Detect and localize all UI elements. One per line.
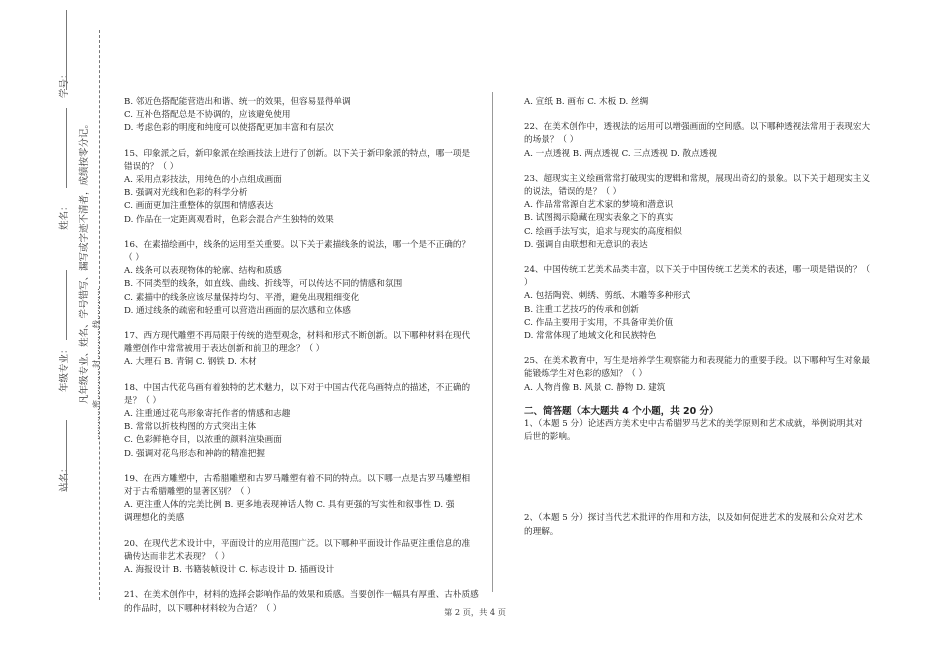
school-line <box>66 420 67 490</box>
question-17: 17、西方现代雕塑不再局限于传统的造型观念，材料和形式不断创新。以下哪种材料在现代 <box>124 331 471 342</box>
question-25-cont: 能锻炼学生对色彩的感知？（ ） <box>524 369 648 380</box>
short-question-1: 1、（本题 5 分）论述西方美术史中古希腊罗马艺术的美学原则和艺术成就，举例说明其对 <box>524 419 863 430</box>
option-24-d: D. 常常体现了地域文化和民族特色 <box>524 331 657 342</box>
options-19-cont: 调理想化的美感 <box>124 513 185 524</box>
question-21-cont: 的作品时，以下哪种材料较为合适？（ ） <box>124 603 282 614</box>
option-18-a: A. 注重通过花鸟形象寄托作者的情感和志趣 <box>124 409 291 420</box>
question-16: 16、在素描绘画中，线条的运用至关重要。以下关于素描线条的说法，哪一个是不正确的？ <box>124 239 471 250</box>
options-21: A. 宣纸 B. 画布 C. 木板 D. 丝绸 <box>524 97 649 107</box>
option-18-b: B. 常常以折枝构图的方式突出主体 <box>124 422 257 433</box>
question-15-cont: 错误的？（ ） <box>124 161 179 172</box>
option-16-d: D. 通过线条的疏密和轻重可以营造出画面的层次感和立体感 <box>124 305 351 316</box>
question-18: 18、中国古代花鸟画有着独特的艺术魅力，以下对于中国古代花鸟画特点的描述，不正确的 <box>124 382 471 393</box>
short-question-2-cont: 的理解。 <box>524 526 559 537</box>
question-24-cont: ） <box>524 278 533 289</box>
option-18-c: C. 色彩鲜艳夺目，以浓重的颜料渲染画面 <box>124 435 282 446</box>
option-16-c: C. 素描中的线条应该尽量保持均匀、平滑，避免出现粗细变化 <box>124 292 360 303</box>
left-column <box>124 96 480 616</box>
options-25: A. 人物肖像 B. 风景 C. 静物 D. 建筑 <box>524 382 666 393</box>
grade-major-line <box>66 270 67 340</box>
name-line <box>66 108 67 188</box>
options-19: A. 更注重人体的完美比例 B. 更多地表现神话人物 C. 具有更强的写实性和叙事性 D. 强 <box>124 500 455 511</box>
right-column <box>524 96 894 539</box>
short-question-1-cont: 后世的影响。 <box>524 432 576 443</box>
question-20: 20、在现代艺术设计中，平面设计的应用范围广泛。以下哪种平面设计作品更注重信息的准 <box>124 538 471 549</box>
option-23-b: B. 试图揭示隐藏在现实表象之下的真实 <box>524 213 674 224</box>
option-23-c: C. 绘画手法写实，追求与现实的高度相似 <box>524 226 682 237</box>
question-22-cont: 的场景？（ ） <box>524 135 579 146</box>
option-14-d: D. 考虑色彩的明度和纯度可以使搭配更加丰富和有层次 <box>124 123 334 134</box>
question-21: 21、在美术创作中，材料的选择会影响作品的效果和质感。当要创作一幅具有厚重、古朴质感 <box>124 590 479 601</box>
option-14-b: B. 邻近色搭配能营造出和谐、统一的效果，但容易显得单调 <box>124 97 351 107</box>
grade-major-label: 年级专业： <box>59 344 70 392</box>
option-24-a: A. 包括陶瓷、刺绣、剪纸、木雕等多种形式 <box>524 291 691 302</box>
question-23-cont: 的说法，错误的是？（ ） <box>524 187 622 198</box>
options-17: A. 大理石 B. 青铜 C. 钢铁 D. 木材 <box>124 357 257 368</box>
short-question-2: 2、（本题 5 分）探讨当代艺术批评的作用和方法，以及如何促进艺术的发展和公众对艺术 <box>524 513 863 524</box>
option-16-a: A. 线条可以表现物体的轮廓、结构和质感 <box>124 266 282 277</box>
option-23-a: A. 作品常常源自艺术家的梦境和潜意识 <box>524 200 674 211</box>
student-id-label: 学号： <box>59 69 70 98</box>
school-label: 站名： <box>59 463 70 492</box>
answer-space-1 <box>524 444 894 512</box>
page-footer: 第 2 页，共 4 页 <box>444 607 506 617</box>
question-19: 19、在西方雕塑中，古希腊雕塑和古罗马雕塑有着不同的特点。以下哪一点是古罗马雕塑相 <box>124 473 471 484</box>
option-14-c: C. 互补色搭配总是不协调的，应该避免使用 <box>124 110 291 121</box>
question-24: 24、中国传统工艺美术品类丰富，以下关于中国传统工艺美术的表述，哪一项是错误的？（ <box>524 265 871 276</box>
question-19-cont: 对于古希腊雕塑的显著区别？（ ） <box>124 487 256 498</box>
option-15-a: A. 采用点彩技法，用纯色的小点组成画面 <box>124 175 282 186</box>
question-20-cont: 确传达而非艺术表现？（ ） <box>124 551 230 562</box>
option-23-d: D. 强调自由联想和无意识的表达 <box>524 239 648 250</box>
option-18-d: D. 强调对花鸟形态和神韵的精准把握 <box>124 448 265 459</box>
section-heading: 二、简答题（本大题共 4 个小题，共 20 分） <box>524 405 719 417</box>
binding-warning: 凡年级专业、姓名、学号错写、漏写或字迹不清者，成绩按零分记。 <box>79 118 90 404</box>
question-15: 15、印象派之后，新印象派在绘画技法上进行了创新。以下关于新印象派的特点，哪一项是 <box>124 148 471 159</box>
option-24-c: C. 作品主要用于实用，不具备审美价值 <box>524 317 674 328</box>
question-25: 25、在美术教育中，写生是培养学生观察能力和表现能力的重要手段。以下哪种写生对象最 <box>524 356 871 367</box>
options-22: A. 一点透视 B. 两点透视 C. 三点透视 D. 散点透视 <box>524 148 717 159</box>
option-15-c: C. 画面更加注重整体的氛围和情感表达 <box>124 201 274 212</box>
question-16-cont: （ ） <box>124 253 144 264</box>
name-label: 姓名： <box>59 201 70 230</box>
question-22: 22、在美术创作中，透视法的运用可以增强画面的空间感。以下哪种透视法常用于表现宏大 <box>524 122 871 133</box>
question-17-cont: 雕塑创作中常常被用于表达创新和前卫的理念？（ ） <box>124 344 325 355</box>
question-18-cont: 是？（ ） <box>124 395 162 406</box>
option-16-b: B. 不同类型的线条，如直线、曲线、折线等，可以传达不同的情感和氛围 <box>124 279 403 290</box>
option-15-b: B. 强调对光线和色彩的科学分析 <box>124 188 248 199</box>
student-id-line <box>66 10 67 90</box>
column-divider <box>492 92 493 592</box>
options-20: A. 海报设计 B. 书籍装帧设计 C. 标志设计 D. 插画设计 <box>124 565 335 576</box>
question-23: 23、超现实主义绘画常常打破现实的逻辑和常规，展现出奇幻的景象。以下关于超现实主义 <box>524 173 871 184</box>
option-15-d: D. 作品在一定距离观看时，色彩会混合产生独特的效果 <box>124 214 334 225</box>
seal-line <box>99 30 100 600</box>
option-24-b: B. 注重工艺技巧的传承和创新 <box>524 304 639 315</box>
seal-line-text: …………密…………封…………线………… <box>92 288 101 440</box>
